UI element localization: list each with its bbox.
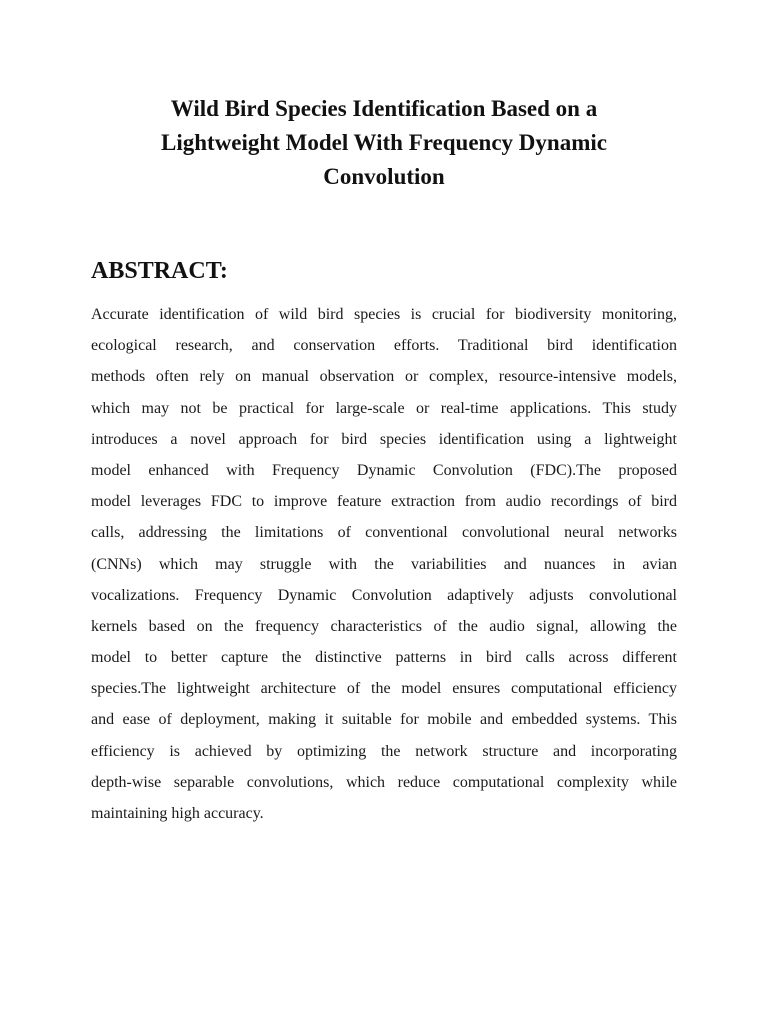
paper-title-line: Wild Bird Species Identification Based on a — [170, 96, 598, 121]
paper-title-line: Lightweight Model With Frequency Dynamic — [161, 130, 607, 155]
abstract-line: model enhanced with Frequency Dynamic Convolution (FDC).The proposed — [91, 461, 677, 479]
abstract-line: kernels based on the frequency characteristics of the audio signal, allowing the — [91, 617, 677, 635]
abstract-line: and ease of deployment, making it suitable for mobile and embedded systems. This — [91, 711, 677, 729]
abstract-line: depth-wise separable convolutions, which reduce computational complexity while — [91, 773, 677, 791]
abstract-line: Accurate identification of wild bird species is crucial for biodiversity monitoring, — [91, 306, 677, 323]
abstract-line: ecological research, and conservation efforts. Traditional bird identification — [91, 337, 677, 355]
abstract-line: model to better capture the distinctive patterns in bird calls across different — [91, 649, 677, 667]
abstract-body — [91, 299, 677, 829]
abstract-line: introduces a novel approach for bird species identification using a lightweight — [91, 430, 677, 448]
abstract-line: methods often rely on manual observation or complex, resource-intensive models, — [91, 368, 677, 386]
abstract-line: which may not be practical for large-scale or real-time applications. This study — [91, 399, 677, 417]
paper-title-line: Convolution — [323, 164, 445, 189]
abstract-line: vocalizations. Frequency Dynamic Convolution adaptively adjusts convolutional — [91, 586, 677, 604]
abstract-line: model leverages FDC to improve feature extraction from audio recordings of bird — [91, 493, 677, 511]
abstract-line: maintaining high accuracy. — [91, 805, 264, 822]
abstract-line: calls, addressing the limitations of conventional convolutional neural networks — [91, 524, 677, 542]
abstract-line: efficiency is achieved by optimizing the network structure and incorporating — [91, 742, 677, 760]
abstract-line: species.The lightweight architecture of the model ensures computational efficiency — [91, 680, 677, 698]
abstract-line: (CNNs) which may struggle with the variabilities and nuances in avian — [91, 555, 677, 573]
abstract-heading: ABSTRACT: — [91, 258, 228, 284]
paper-title — [110, 92, 658, 194]
